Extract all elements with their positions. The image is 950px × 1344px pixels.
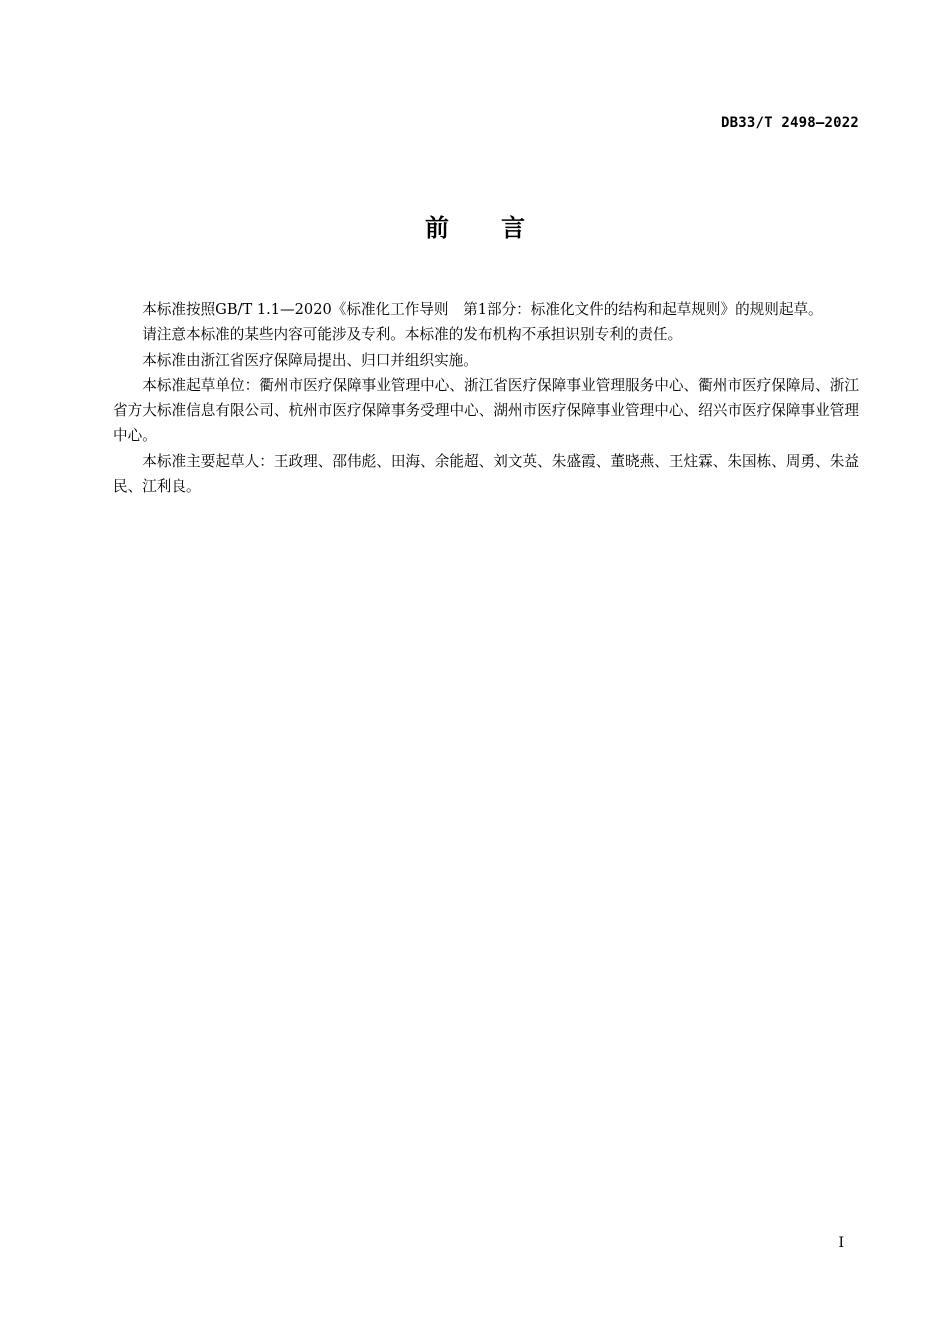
standard-code: DB33/T 2498—2022 xyxy=(720,115,859,131)
page-number: I xyxy=(838,1235,844,1251)
foreword-body xyxy=(113,297,859,499)
paragraph-drafting-units: 本标准起草单位：衢州市医疗保障事业管理中心、浙江省医疗保障事业管理服务中心、衢州市医疗保障局、浙江省方大标准信息有限公司、杭州市医疗保障事务受理中心、湖州市医疗保障事业管理中心、绍兴市医疗保障事业管理中心。 xyxy=(113,376,859,445)
paragraph-drafting-rules: 本标准按照GB/T 1.1—2020《标准化工作导则 第1部分：标准化文件的结构和起草规则》的规则起草。 xyxy=(142,301,823,318)
paragraph-proposer: 本标准由浙江省医疗保障局提出、归口并组织实施。 xyxy=(142,351,478,369)
paragraph-patent-notice: 请注意本标准的某些内容可能涉及专利。本标准的发布机构不承担识别专利的责任。 xyxy=(142,326,683,344)
page-title: 前言 xyxy=(425,214,577,242)
paragraph-main-drafters: 本标准主要起草人：王政理、邵伟彪、田海、余能超、刘文英、朱盛霞、董晓燕、王炷霖、朱国栋、周勇、朱益民、江利良。 xyxy=(113,452,859,496)
